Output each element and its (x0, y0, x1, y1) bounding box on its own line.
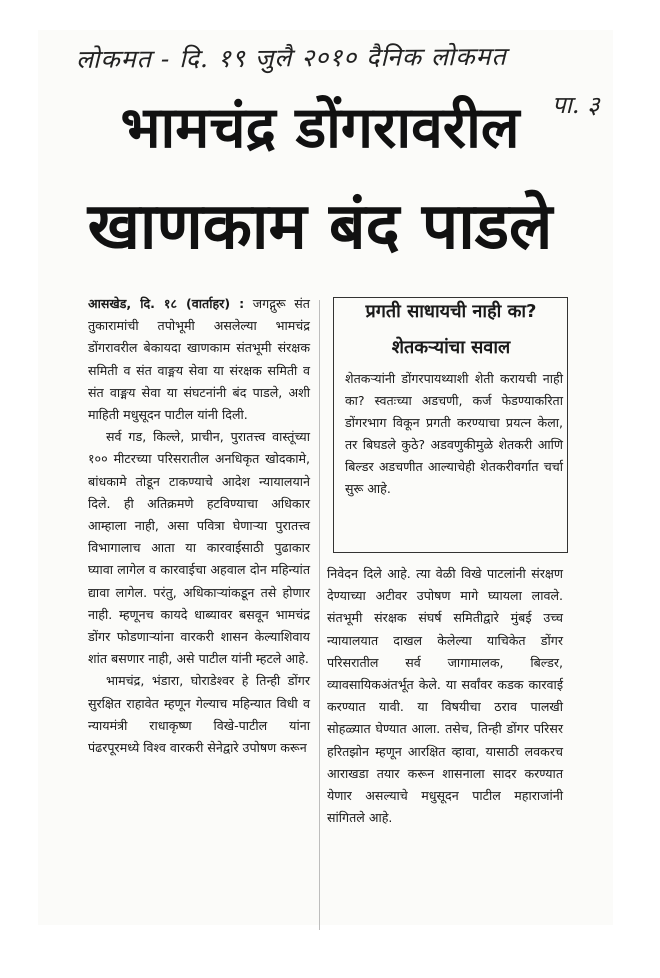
article-paragraph-1 (88, 293, 310, 426)
article-paragraph-3: भामचंद्र, भंडारा, घोराडेश्वर हे तिन्ही डोंगर सुरक्षित राहावेत म्हणून गेल्याच महिन्यात विधी व न्यायमंत्री राधाकृष्ण विखे-पाटील यांना पंढरपूरमध्ये विश्व वारकरी सेनेद्वारे उपोषण करून (88, 673, 310, 756)
paragraph-1-text: जगद्गुरू संत तुकारामांची तपोभूमी असलेल्या भामचंद्र डोंगरावरील बेकायदा खाणकाम संतभूमी संरक्षक समिती व संत वाङ्मय सेवा या संरक्षक समिती व संत वाङ्मय सेवा या संघटनांनी बंद पाडले, अशी माहिती मधुसूदन पाटील यांनी दिली. (88, 296, 310, 423)
sidebar-body: शेतकऱ्यांनी डोंगरपायथ्याशी शेती करायची नाही का? स्वतःच्या अडचणी, कर्ज फेडण्याकरिता डोंगरभाग विकून प्रगती करण्याचा प्रयत्न केला, तर बिघडले कुठे? अडवणुकीमुळे शेतकरी आणि बिल्डर अडचणीत आल्याचेही शेतकरीवर्गात चर्चा सुरू आहे. (345, 371, 563, 496)
article-paragraph-2: सर्व गड, किल्ले, प्राचीन, पुरातत्त्व वास्तूंच्या १०० मीटरच्या परिसरातील अनधिकृत खोदकामे, बांधकामे तोडून टाकण्याचे आदेश न्यायालयाने दिले. ही अतिक्रमणे हटविण्याचा अधिकार आम्हाला नाही, असा पवित्रा घेणाऱ्या पुरातत्त्व विभागालाच आता या कारवाईसाठी पुढाकार घ्यावा लागेल व कारवाईचा अहवाल दोन महिन्यांत द्यावा लागेल. परंतु, अधिकाऱ्यांकडून तसे होणार नाही. म्हणूनच कायदे धाब्यावर बसवून भामचंद्र डोंगर फोडणाऱ्यांना वारकरी शासन केल्याशिवाय शांत बसणार नाही, असे पाटील यांनी म्हटले आहे. (88, 429, 310, 667)
article-continuation: निवेदन दिले आहे. त्या वेळी विखे पाटलांनी संरक्षण देण्याच्या अटीवर उपोषण मागे घ्यायला लावले. संतभूमी संरक्षक संघर्ष समितीद्वारे मुंबई उच्च न्यायालयात दाखल केलेल्या याचिकेत डोंगर परिसरातील सर्व जागामालक, बिल्डर, व्यावसायिकअंतर्भूत केले. या सर्वांवर कडक कारवाई करण्यात यावी. या विषयीचा ठराव पालखी सोहळ्यात घेण्यात आला. तसेच, तिन्ही डोंगर परिसर हरितझोन म्हणून आरक्षित व्हावा, यासाठी लवकरच आराखडा तयार करून शासनाला सादर करण्यात येणार असल्याचे मधुसूदन पाटील महाराजांनी सांगितले आहे. (327, 566, 563, 826)
article-column-right (327, 563, 563, 829)
sidebar-heading-1: प्रगती साधायची नाही का? (365, 301, 537, 322)
sidebar-heading-2: शेतकऱ्यांचा सवाल (391, 337, 511, 358)
headline-line-1: भामचंद्र डोंगरावरील (120, 95, 520, 161)
column-divider (319, 300, 320, 930)
article-column-left (88, 293, 310, 759)
dateline: आसखेड, दि. १८ (वार्ताहर) : (88, 296, 245, 311)
handwritten-source-note: लोकमत - दि. १९ जुलै २०१० दैनिक लोकमत (75, 41, 507, 74)
page-number-note: पा. ३ (552, 91, 600, 119)
headline-line-2: खाणकाम बंद पाडले (87, 190, 553, 264)
